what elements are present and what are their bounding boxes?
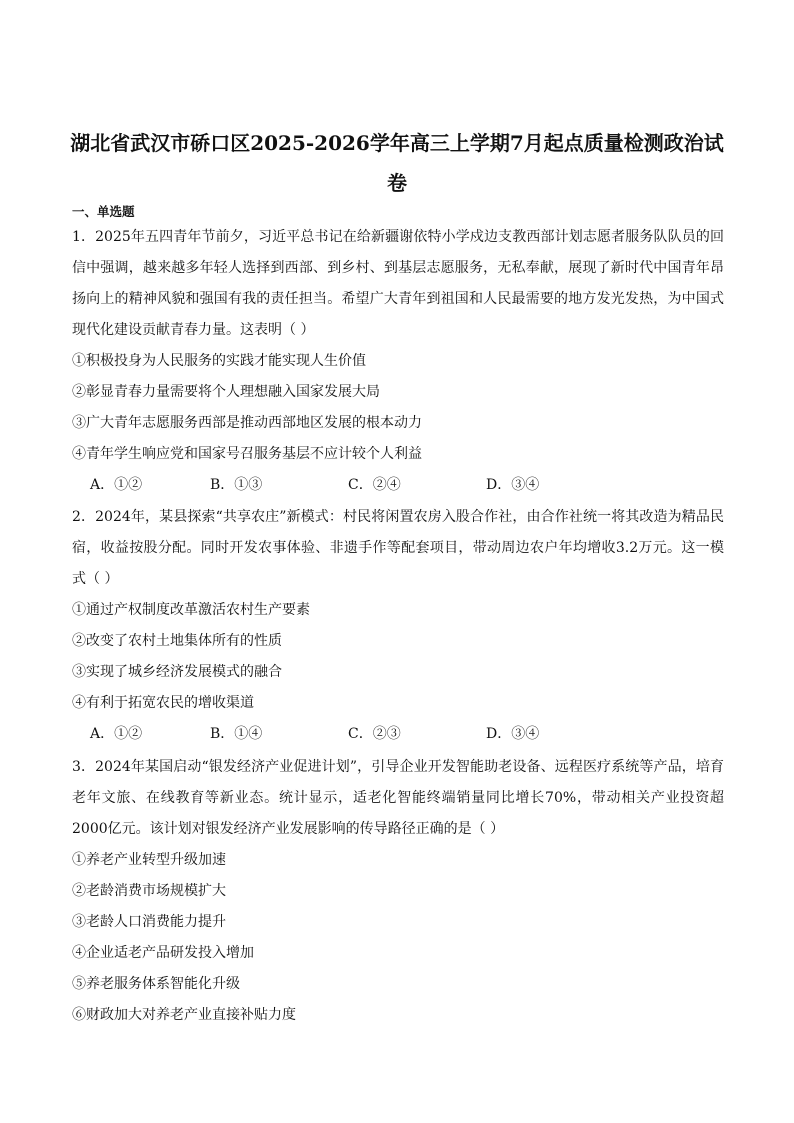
statement-option: ③广大青年志愿服务西部是推动西部地区发展的根本动力 xyxy=(72,415,422,431)
question-1 xyxy=(72,222,724,501)
statement-option: ③实现了城乡经济发展模式的融合 xyxy=(72,664,282,680)
choice-a[interactable]: A．①② xyxy=(90,477,143,493)
statement-option: ②老龄消费市场规模扩大 xyxy=(72,883,226,899)
statement-option: ④企业适老产品研发投入增加 xyxy=(72,945,254,961)
question-stem: 2．2024年，某县探索“共享农庄”新模式：村民将闲置农房入股合作社，由合作社统一将其改造为精品民宿，收益按股分配。同时开发农事体验、非遗手作等配套项目，带动周边农户年均增收3.2万元。这一模式（ ） xyxy=(72,509,724,587)
statement-option: ④青年学生响应党和国家号召服务基层不应计较个人利益 xyxy=(72,446,422,462)
question-3 xyxy=(72,752,724,1031)
statement-option: ⑥财政加大对养老产业直接补贴力度 xyxy=(72,1007,296,1023)
question-stem: 1．2025年五四青年节前夕，习近平总书记在给新疆谢依特小学戍边支教西部计划志愿者服务队队员的回信中强调，越来越多年轻人选择到西部、到乡村、到基层志愿服务，无私奉献，展现了新时代中国青年昂扬向上的精神风貌和强国有我的责任担当。希望广大青年到祖国和人民最需要的地方发光发热，为中国式现代化建设贡献青春力量。这表明（ ） xyxy=(72,229,724,338)
title-line-1: 湖北省武汉市硚口区2025-2026学年高三上学期7月起点质量检测政治试 xyxy=(70,131,724,155)
choice-d[interactable]: D．③④ xyxy=(486,477,540,493)
title-line-2: 卷 xyxy=(387,171,407,195)
statement-option: ②改变了农村土地集体所有的性质 xyxy=(72,633,282,649)
answer-choices xyxy=(72,470,724,501)
choice-d[interactable]: D．③④ xyxy=(486,726,540,742)
choice-a[interactable]: A．①② xyxy=(90,726,143,742)
statement-option: ①积极投身为人民服务的实践才能实现人生价值 xyxy=(72,353,366,369)
question-stem: 3．2024年某国启动“银发经济产业促进计划”，引导企业开发智能助老设备、远程医疗系统等产品，培育老年文旅、在线教育等新业态。统计显示，适老化智能终端销量同比增长70%，带动相关产业投资超2000亿元。该计划对银发经济产业发展影响的传导路径正确的是（ ） xyxy=(72,759,724,837)
choice-b[interactable]: B．①③ xyxy=(210,477,263,493)
statement-option: ②彰显青春力量需要将个人理想融入国家发展大局 xyxy=(72,384,380,400)
choice-b[interactable]: B．①④ xyxy=(210,726,263,742)
statement-option: ③老龄人口消费能力提升 xyxy=(72,914,226,930)
choice-c[interactable]: C．②③ xyxy=(348,726,401,742)
statement-option: ⑤养老服务体系智能化升级 xyxy=(72,976,240,992)
question-2 xyxy=(72,502,724,750)
statement-option: ①通过产权制度改革激活农村生产要素 xyxy=(72,602,310,618)
choice-c[interactable]: C．②④ xyxy=(348,477,401,493)
section-heading: 一、单选题 xyxy=(72,204,135,219)
answer-choices xyxy=(72,719,724,750)
page-title xyxy=(60,123,734,203)
statement-option: ①养老产业转型升级加速 xyxy=(72,852,226,868)
statement-option: ④有利于拓宽农民的增收渠道 xyxy=(72,695,254,711)
